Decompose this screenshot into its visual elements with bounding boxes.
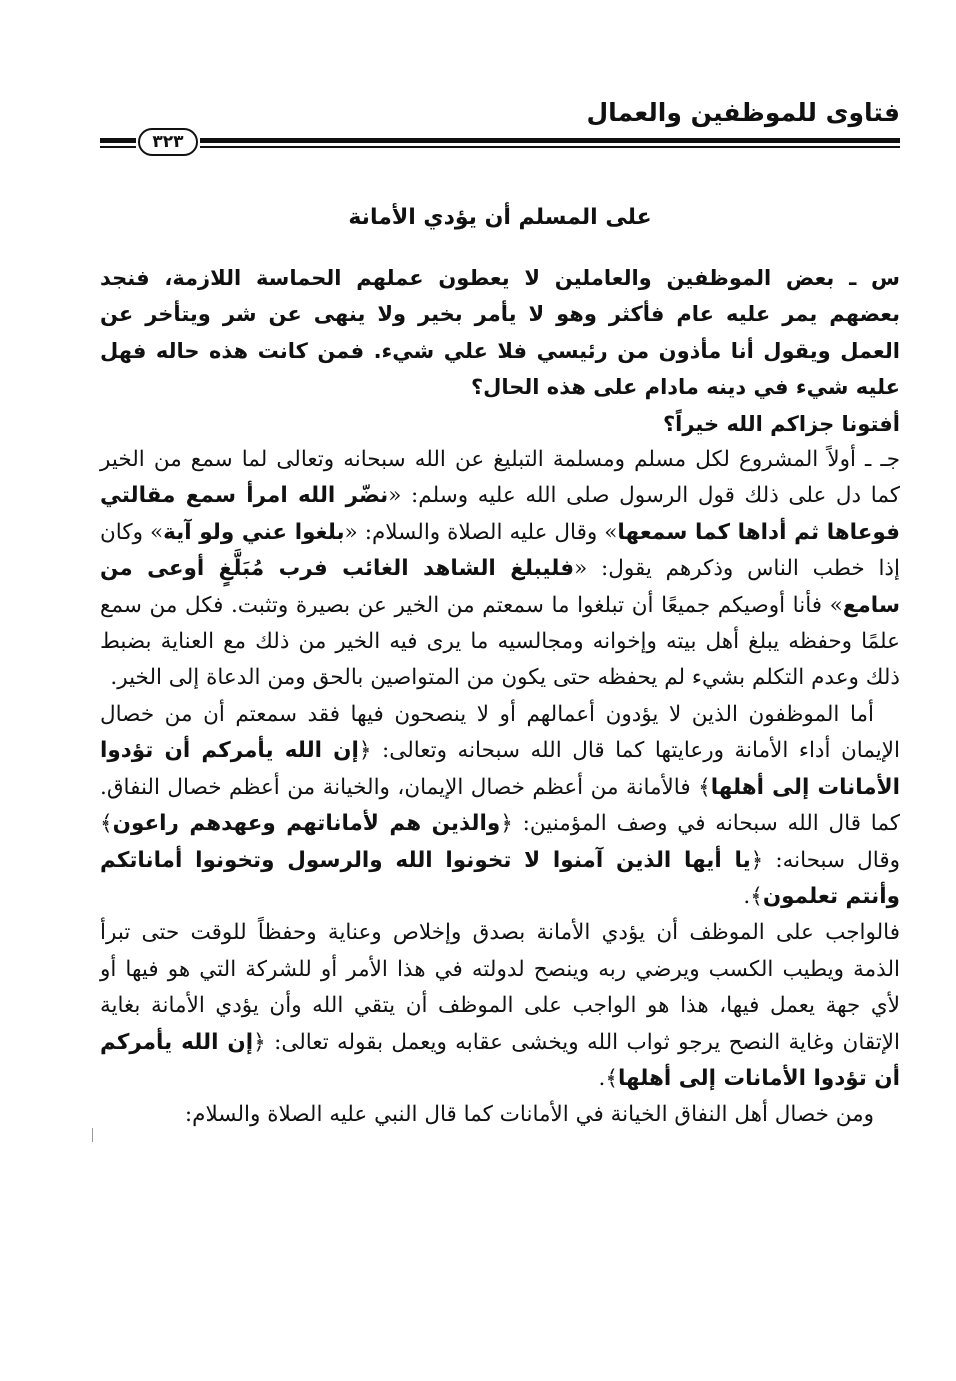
answer-p1-text-1: جـ ـ أولاً المشروع لكل مسلم ومسلمة التبليغ عن الله سبحانه وتعالى لما سمع من الخير كما دل على ذلك قول الرسول صلى الله عليه وسلم: « [100, 447, 900, 509]
body-text [100, 260, 900, 1134]
answer-p1-text-2: » وقال عليه الصلاة والسلام: « [344, 519, 618, 545]
verse-4: إن الله يأمركم أن تؤدوا الأمانات إلى أهلها [100, 1029, 900, 1091]
verse-3: يا أيها الذين آمنوا لا تخونوا الله والرسول وتخونوا أماناتكم وأنتم تعلمون [100, 847, 900, 909]
answer-p3-text-2: ﴾. [598, 1065, 618, 1091]
answer-paragraph-2 [100, 697, 900, 915]
question-paragraph [100, 260, 900, 442]
page-number: ٣٢٣ [138, 128, 198, 156]
answer-p2-text-2: ﴾ فالأمانة من أعظم خصال الإيمان، والخيانة من أعظم خصال النفاق. كما قال الله سبحانه في وصف المؤمنين: ﴿ [100, 774, 900, 837]
header-dash-thick [100, 138, 136, 143]
answer-p2-text-1: أما الموظفون الذين لا يؤدون أعمالهم أو لا ينصحون فيها فقد سمعتم أن من خصال الإيمان أداء الأمانة ورعايتها كما قال الله سبحانه وتعالى: ﴿ [100, 701, 900, 764]
running-header [100, 98, 900, 158]
answer-p2-text-4: ﴾. [743, 883, 763, 909]
verse-2: والذين هم لأماناتهم وعهدهم راعون [112, 811, 501, 837]
hadith-1: نضّر الله امرأ سمع مقالتي فوعاها ثم أداها كما سمعها [100, 483, 900, 545]
answer-p2-text-3: ﴾ وقال سبحانه: ﴿ [100, 811, 900, 873]
header-dash-thin [100, 146, 136, 148]
answer-paragraph-4: ومن خصال أهل النفاق الخيانة في الأمانات كما قال النبي عليه الصلاة والسلام: [184, 1102, 874, 1128]
verse-1: إن الله يأمركم أن تؤدوا الأمانات إلى أهلها [100, 738, 900, 800]
margin-mark [92, 1128, 93, 1142]
hadith-3: فليبلغ الشاهد الغائب فرب مُبَلَّغٍ أوعى من سامع [100, 556, 900, 618]
answer-paragraph-3 [100, 915, 900, 1097]
section-title: على المسلم أن يؤدي الأمانة [348, 205, 652, 230]
hadith-2: بلغوا عني ولو آية [163, 519, 345, 545]
question-closing: أفتونا جزاكم الله خيراً؟ [662, 411, 900, 436]
answer-paragraph-1 [100, 442, 900, 697]
answer-p1-text-3: » وكان إذا خطب الناس وذكرهم يقول: « [100, 519, 900, 582]
answer-p3-text-1: فالواجب على الموظف أن يؤدي الأمانة بصدق وإخلاص وعناية وحفظاً للوقت حتى تبرأ الذمة ويطيب الكسب ويرضي ربه وينصح لدولته في هذا الأمر أو للشركة التي هو فيها أو لأي جهة يعمل فيها، هذا هو الواجب على الموظف أن يتقي الله وأن يؤدي الأمانة بغاية الإتقان وغاية النصح يرجو ثواب الله ويخشى عقابه ويعمل بقوله تعالى: ﴿ [100, 920, 900, 1055]
question-text: س ـ بعض الموظفين والعاملين لا يعطون عملهم الحماسة اللازمة، فنجد بعضهم يمر عليه عام فأكثر وهو لا يأمر بخير ولا ينهى عن شر ويتأخر عن العمل ويقول أنا مأذون من رئيسي فلا علي شيء. فمن كانت هذه حاله فهل عليه شيء في دينه مادام على هذه الحال؟ [100, 266, 900, 400]
header-rule-thin [200, 146, 900, 148]
answer-p1-text-4: » فأنا أوصيكم جميعًا أن تبلغوا ما سمعتم من الخير عن بصيرة وتثبت. فكل من سمع علمًا وحفظه يبلغ أهل بيته وإخوانه ومجالسيه ما يرى فيه الخير من ذلك مع العناية بضبط ذلك وعدم التكلم بشيء لم يحفظه حتى يكون من المتواصين بالحق ومن الدعاة إلى الخير. [100, 592, 900, 691]
header-rule-thick [200, 138, 900, 143]
header-title: فتاوى للموظفين والعمال [586, 98, 900, 127]
